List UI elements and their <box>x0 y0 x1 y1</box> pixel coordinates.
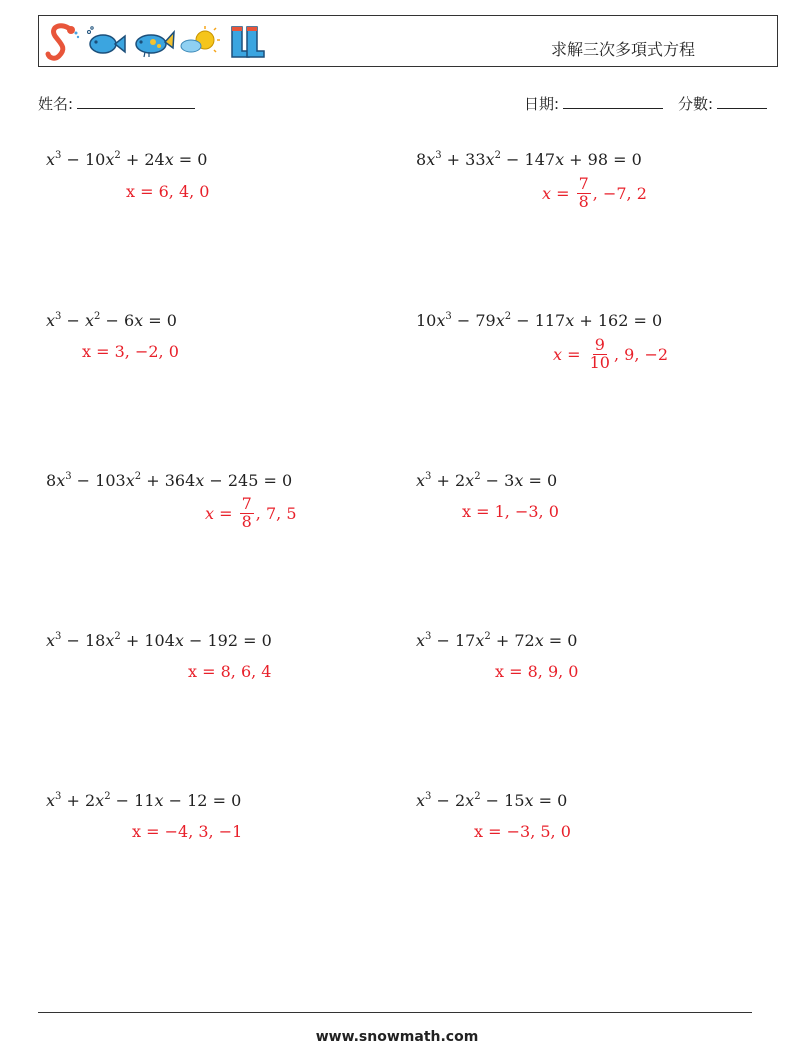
date-label: 日期: <box>524 95 560 113</box>
name-blank[interactable] <box>77 94 195 109</box>
problem-answer: x = 1, −3, 0 <box>462 502 559 521</box>
score-field[interactable] <box>678 93 767 114</box>
problem-equation: $x^3 + 2x^2 - 11x - 12 = 0$ <box>46 791 242 810</box>
problem-answer: x = 3, −2, 0 <box>82 342 179 361</box>
problem-answer: x = $\frac{7}{8}$ , −7, 2 <box>542 174 647 211</box>
problem-answer: x = $\frac{9}{10}$ , 9, −2 <box>553 335 669 372</box>
problem-equation: $10x^3 - 79x^2 - 117x + 162 = 0$ <box>416 311 663 330</box>
fish-icon <box>85 24 127 60</box>
problem-answer: x = 8, 9, 0 <box>495 662 579 681</box>
answer-fraction: $\frac{7}{8}$ <box>241 494 252 531</box>
worksheet-title: 求解三次多項式方程 <box>551 40 696 59</box>
problem-answer: x = $\frac{7}{8}$ , 7, 5 <box>205 494 297 531</box>
boots-icon <box>227 23 267 61</box>
score-label: 分數: <box>678 95 714 113</box>
problem-equation: $8x^3 - 103x^2 + 364x - 245 = 0$ <box>46 471 293 490</box>
score-blank[interactable] <box>717 94 767 109</box>
sun-cloud-icon <box>179 24 223 60</box>
answer-fraction: $\frac{7}{8}$ <box>578 174 589 211</box>
problem-equation: $x^3 - 10x^2 + 24x = 0$ <box>46 150 208 169</box>
problem-equation: $x^3 - 18x^2 + 104x - 192 = 0$ <box>46 631 272 650</box>
date-blank[interactable] <box>563 94 663 109</box>
header-icons <box>43 20 267 64</box>
worm-icon <box>43 22 81 62</box>
problem-equation: $x^3 + 2x^2 - 3x = 0$ <box>416 471 558 490</box>
problem-equation: $x^3 - x^2 - 6x = 0$ <box>46 311 177 330</box>
footer-divider <box>38 1012 752 1013</box>
problem-answer: x = 6, 4, 0 <box>126 182 210 201</box>
problem-answer: x = 8, 6, 4 <box>188 662 272 681</box>
answer-fraction: $\frac{9}{10}$ <box>589 335 610 372</box>
problem-equation: $8x^3 + 33x^2 - 147x + 98 = 0$ <box>416 150 642 169</box>
problem-equation: $x^3 - 2x^2 - 15x = 0$ <box>416 791 568 810</box>
problem-answer: x = −3, 5, 0 <box>474 822 571 841</box>
name-field[interactable] <box>38 93 195 114</box>
problem-equation: $x^3 - 17x^2 + 72x = 0$ <box>416 631 578 650</box>
name-label: 姓名: <box>38 95 74 113</box>
fish-icon <box>131 24 175 60</box>
problem-answer: x = −4, 3, −1 <box>132 822 243 841</box>
footer-url[interactable]: www.snowmath.com <box>315 1029 479 1045</box>
worksheet-header <box>38 15 778 67</box>
date-field[interactable] <box>524 93 663 114</box>
